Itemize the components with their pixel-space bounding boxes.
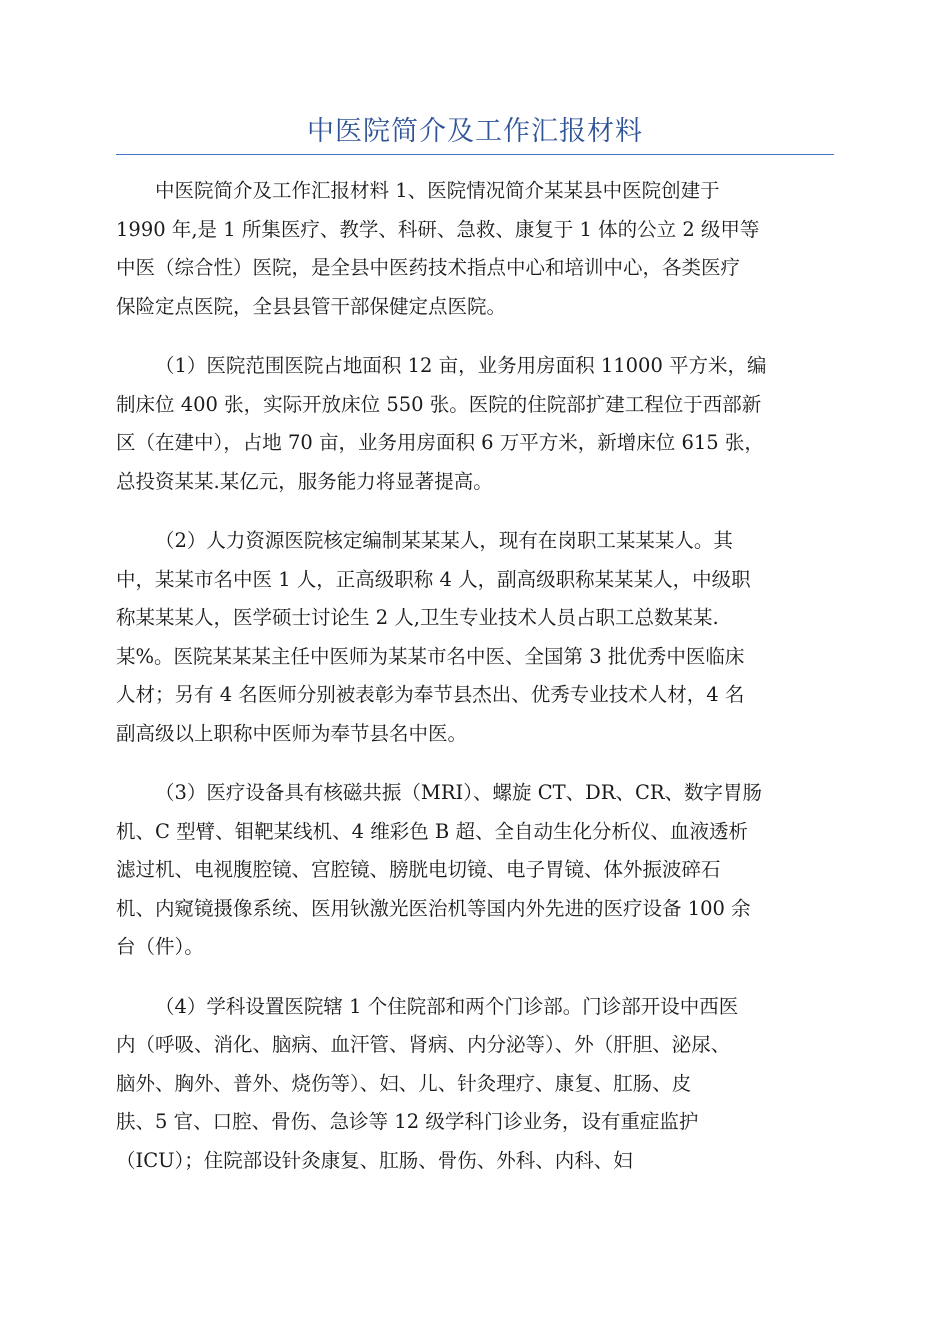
paragraph-intro — [116, 172, 834, 326]
text-line: 机、内窥镜摄像系统、医用钬激光医治机等国内外先进的医疗设备 100 余 — [116, 896, 751, 920]
text-line: （2）人力资源医院核定编制某某某人，现有在岗职工某某某人。其 — [155, 529, 733, 552]
title-underline — [116, 154, 834, 155]
text-line: 保险定点医院，全县县管干部保健定点医院。 — [116, 294, 507, 318]
text-line: 总投资某某.某亿元，服务能力将显著提高。 — [116, 469, 493, 493]
text-line: 某%。医院某某某主任中医师为某某市名中医、全国第 3 批优秀中医临床 — [116, 644, 745, 668]
text-line: 机、C 型臂、钼靶某线机、4 维彩色 B 超、全自动生化分析仪、血液透析 — [116, 819, 748, 843]
text-line: （3）医疗设备具有核磁共振（MRI）、螺旋 CT、DR、CR、数字胃肠 — [155, 781, 763, 804]
document-title: 中医院简介及工作汇报材料 — [307, 116, 643, 147]
text-line: （4）学科设置医院辖 1 个住院部和两个门诊部。门诊部开设中西医 — [155, 994, 739, 1018]
text-line: 脑外、胸外、普外、烧伤等）、妇、儿、针灸理疗、康复、肛肠、皮 — [116, 1071, 692, 1095]
paragraph-medical-equipment — [116, 774, 834, 967]
text-line: 中医（综合性）医院，是全县中医药技术指点中心和培训中心，各类医疗 — [116, 256, 741, 279]
text-line: 称某某某人，医学硕士讨论生 2 人,卫生专业技术人员占职工总数某某. — [116, 606, 719, 629]
text-line: 台（件）。 — [116, 935, 204, 958]
text-line: 内（呼吸、消化、脑病、血汗管、肾病、内分泌等）、外（肝胆、泌尿、 — [116, 1033, 731, 1056]
text-line: 中，某某市名中医 1 人，正高级职称 4 人，副高级职称某某某人，中级职 — [116, 567, 751, 591]
text-line: 人材；另有 4 名医师分别被表彰为奉节县杰出、优秀专业技术人材，4 名 — [116, 683, 745, 706]
text-line: 中医院简介及工作汇报材料 1、医院情况简介某某县中医院创建于 — [155, 179, 720, 202]
paragraph-hospital-scale — [116, 347, 834, 501]
text-line: 制床位 400 张，实际开放床位 550 张。医院的住院部扩建工程位于西部新 — [116, 392, 762, 416]
text-line: 滤过机、电视腹腔镜、宫腔镜、膀胱电切镜、电子胃镜、体外振波碎石 — [116, 858, 721, 881]
text-line: （1）医院范围医院占地面积 12 亩，业务用房面积 11000 平方米，编 — [155, 354, 767, 377]
text-line: （ICU）；住院部设针灸康复、肛肠、骨伤、外科、内科、妇 — [116, 1148, 633, 1172]
paragraph-human-resources — [116, 522, 834, 753]
text-line: 副高级以上职称中医师为奉节县名中医。 — [116, 721, 468, 745]
text-line: 肤、5 官、口腔、骨伤、急诊等 12 级学科门诊业务，设有重症监护 — [116, 1110, 699, 1133]
document-body — [116, 172, 834, 1201]
text-line: 1990 年,是 1 所集医疗、教学、科研、急救、康复于 1 体的公立 2 级甲等 — [116, 217, 760, 241]
text-line: 区（在建中），占地 70 亩，业务用房面积 6 万平方米，新增床位 615 张， — [116, 431, 764, 454]
paragraph-departments — [116, 988, 834, 1181]
